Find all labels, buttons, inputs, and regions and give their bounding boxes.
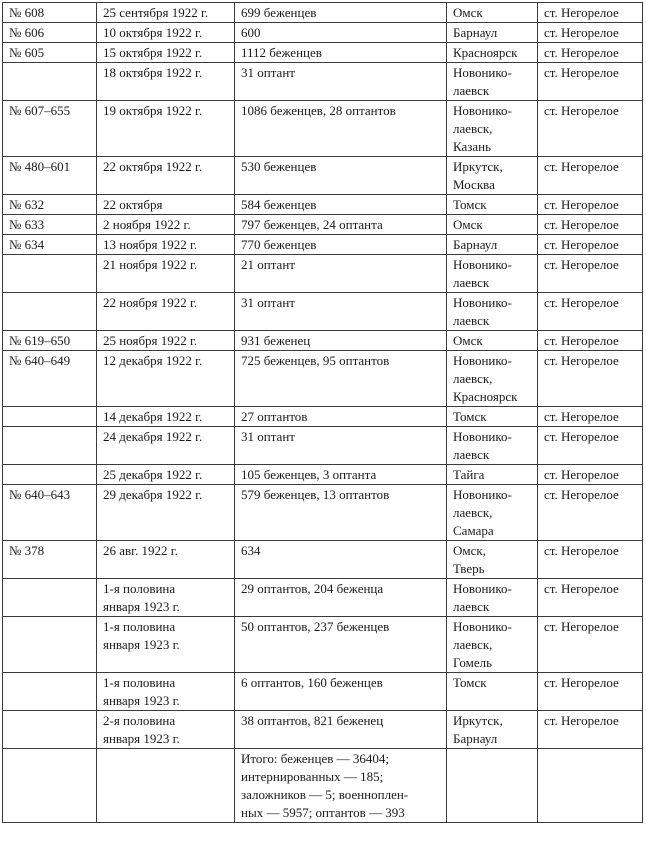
cell-date: 2-я половина января 1923 г. bbox=[97, 711, 235, 749]
cell-station: ст. Негорелое bbox=[538, 485, 643, 541]
cell-echelon-number: № 608 bbox=[3, 3, 97, 23]
cell-destination: Новонико- лаевск bbox=[447, 427, 538, 465]
cell-people: 530 беженцев bbox=[235, 157, 447, 195]
cell-people: 105 беженцев, 3 оптанта bbox=[235, 465, 447, 485]
cell-date: 22 октября 1922 г. bbox=[97, 157, 235, 195]
cell-station: ст. Негорелое bbox=[538, 711, 643, 749]
cell-people: 29 оптантов, 204 беженца bbox=[235, 579, 447, 617]
cell-destination: Барнаул bbox=[447, 235, 538, 255]
cell-echelon-number bbox=[3, 749, 97, 823]
cell-station: ст. Негорелое bbox=[538, 63, 643, 101]
cell-date: 24 декабря 1922 г. bbox=[97, 427, 235, 465]
cell-station: ст. Негорелое bbox=[538, 195, 643, 215]
cell-echelon-number bbox=[3, 293, 97, 331]
cell-echelon-number bbox=[3, 711, 97, 749]
cell-echelon-number: № 605 bbox=[3, 43, 97, 63]
cell-destination: Томск bbox=[447, 673, 538, 711]
cell-station bbox=[538, 749, 643, 823]
table-row bbox=[3, 3, 643, 23]
cell-station: ст. Негорелое bbox=[538, 43, 643, 63]
cell-destination: Омск bbox=[447, 331, 538, 351]
cell-destination: Омск, Тверь bbox=[447, 541, 538, 579]
cell-people: 584 беженцев bbox=[235, 195, 447, 215]
table-row bbox=[3, 541, 643, 579]
cell-destination: Иркутск, Москва bbox=[447, 157, 538, 195]
cell-date: 12 декабря 1922 г. bbox=[97, 351, 235, 407]
cell-destination bbox=[447, 749, 538, 823]
cell-station: ст. Негорелое bbox=[538, 465, 643, 485]
cell-people: 725 беженцев, 95 оптантов bbox=[235, 351, 447, 407]
table-row bbox=[3, 617, 643, 673]
cell-date: 22 октября bbox=[97, 195, 235, 215]
cell-date: 18 октября 1922 г. bbox=[97, 63, 235, 101]
cell-people: 50 оптантов, 237 беженцев bbox=[235, 617, 447, 673]
cell-people: 31 оптант bbox=[235, 427, 447, 465]
table-row bbox=[3, 235, 643, 255]
cell-people: 1112 беженцев bbox=[235, 43, 447, 63]
cell-people: 579 беженцев, 13 оптантов bbox=[235, 485, 447, 541]
cell-date: 29 декабря 1922 г. bbox=[97, 485, 235, 541]
cell-date: 21 ноября 1922 г. bbox=[97, 255, 235, 293]
cell-date: 22 ноября 1922 г. bbox=[97, 293, 235, 331]
cell-destination: Тайга bbox=[447, 465, 538, 485]
cell-station: ст. Негорелое bbox=[538, 157, 643, 195]
cell-echelon-number: № 640–643 bbox=[3, 485, 97, 541]
cell-date: 14 декабря 1922 г. bbox=[97, 407, 235, 427]
cell-echelon-number: № 632 bbox=[3, 195, 97, 215]
table-row bbox=[3, 255, 643, 293]
cell-echelon-number: № 619–650 bbox=[3, 331, 97, 351]
cell-date: 15 октября 1922 г. bbox=[97, 43, 235, 63]
cell-echelon-number bbox=[3, 407, 97, 427]
table-row bbox=[3, 579, 643, 617]
cell-people: 38 оптантов, 821 беженец bbox=[235, 711, 447, 749]
cell-station: ст. Негорелое bbox=[538, 617, 643, 673]
cell-echelon-number bbox=[3, 673, 97, 711]
cell-people: 931 беженец bbox=[235, 331, 447, 351]
cell-date: 13 ноября 1922 г. bbox=[97, 235, 235, 255]
cell-destination: Новонико- лаевск, Казань bbox=[447, 101, 538, 157]
cell-echelon-number bbox=[3, 427, 97, 465]
cell-date: 19 октября 1922 г. bbox=[97, 101, 235, 157]
cell-date: 25 сентября 1922 г. bbox=[97, 3, 235, 23]
cell-date bbox=[97, 749, 235, 823]
cell-echelon-number bbox=[3, 255, 97, 293]
cell-destination: Новонико- лаевск, Гомель bbox=[447, 617, 538, 673]
table-row bbox=[3, 293, 643, 331]
cell-station: ст. Негорелое bbox=[538, 215, 643, 235]
cell-station: ст. Негорелое bbox=[538, 293, 643, 331]
table-row bbox=[3, 749, 643, 823]
table-body bbox=[3, 3, 643, 823]
cell-station: ст. Негорелое bbox=[538, 235, 643, 255]
cell-destination: Омск bbox=[447, 215, 538, 235]
cell-people: 1086 беженцев, 28 оптантов bbox=[235, 101, 447, 157]
table-row bbox=[3, 331, 643, 351]
table-row bbox=[3, 195, 643, 215]
table-row bbox=[3, 351, 643, 407]
cell-echelon-number bbox=[3, 617, 97, 673]
table-row bbox=[3, 43, 643, 63]
cell-station: ст. Негорелое bbox=[538, 407, 643, 427]
table-row bbox=[3, 427, 643, 465]
cell-station: ст. Негорелое bbox=[538, 427, 643, 465]
cell-echelon-number bbox=[3, 465, 97, 485]
cell-station: ст. Негорелое bbox=[538, 579, 643, 617]
cell-people: 699 беженцев bbox=[235, 3, 447, 23]
cell-destination: Красноярск bbox=[447, 43, 538, 63]
cell-people: 6 оптантов, 160 беженцев bbox=[235, 673, 447, 711]
cell-people: 600 bbox=[235, 23, 447, 43]
cell-people: 770 беженцев bbox=[235, 235, 447, 255]
cell-echelon-number: № 633 bbox=[3, 215, 97, 235]
cell-destination: Новонико- лаевск bbox=[447, 255, 538, 293]
cell-date: 1-я половина января 1923 г. bbox=[97, 673, 235, 711]
cell-echelon-number: № 606 bbox=[3, 23, 97, 43]
table-row bbox=[3, 157, 643, 195]
cell-destination: Новонико- лаевск, Красноярск bbox=[447, 351, 538, 407]
cell-people: 27 оптантов bbox=[235, 407, 447, 427]
cell-date: 1-я половина января 1923 г. bbox=[97, 617, 235, 673]
cell-destination: Томск bbox=[447, 407, 538, 427]
cell-echelon-number bbox=[3, 579, 97, 617]
cell-people: Итого: беженцев — 36404; интернированных — 185; заложников — 5; военноплен- ных — 5957; оптантов — 393 bbox=[235, 749, 447, 823]
table-row bbox=[3, 23, 643, 43]
table-row bbox=[3, 63, 643, 101]
cell-date: 26 авг. 1922 г. bbox=[97, 541, 235, 579]
cell-people: 21 оптант bbox=[235, 255, 447, 293]
table-row bbox=[3, 407, 643, 427]
cell-station: ст. Негорелое bbox=[538, 3, 643, 23]
cell-station: ст. Негорелое bbox=[538, 23, 643, 43]
cell-station: ст. Негорелое bbox=[538, 101, 643, 157]
cell-echelon-number: № 634 bbox=[3, 235, 97, 255]
cell-station: ст. Негорелое bbox=[538, 351, 643, 407]
cell-destination: Новонико- лаевск bbox=[447, 63, 538, 101]
cell-people: 31 оптант bbox=[235, 63, 447, 101]
table-row bbox=[3, 673, 643, 711]
table-row bbox=[3, 215, 643, 235]
cell-station: ст. Негорелое bbox=[538, 255, 643, 293]
cell-destination: Новонико- лаевск, Самара bbox=[447, 485, 538, 541]
cell-destination: Барнаул bbox=[447, 23, 538, 43]
cell-date: 1-я половина января 1923 г. bbox=[97, 579, 235, 617]
cell-destination: Новонико- лаевск bbox=[447, 293, 538, 331]
cell-date: 10 октября 1922 г. bbox=[97, 23, 235, 43]
cell-date: 25 ноября 1922 г. bbox=[97, 331, 235, 351]
cell-people: 634 bbox=[235, 541, 447, 579]
cell-station: ст. Негорелое bbox=[538, 331, 643, 351]
table-row bbox=[3, 485, 643, 541]
cell-destination: Новонико- лаевск bbox=[447, 579, 538, 617]
cell-people: 31 оптант bbox=[235, 293, 447, 331]
cell-people: 797 беженцев, 24 оптанта bbox=[235, 215, 447, 235]
cell-echelon-number: № 640–649 bbox=[3, 351, 97, 407]
cell-echelon-number: № 480–601 bbox=[3, 157, 97, 195]
cell-echelon-number: № 607–655 bbox=[3, 101, 97, 157]
transport-table bbox=[2, 2, 643, 823]
cell-destination: Томск bbox=[447, 195, 538, 215]
cell-station: ст. Негорелое bbox=[538, 673, 643, 711]
cell-destination: Иркутск, Барнаул bbox=[447, 711, 538, 749]
table-row bbox=[3, 465, 643, 485]
cell-station: ст. Негорелое bbox=[538, 541, 643, 579]
cell-destination: Омск bbox=[447, 3, 538, 23]
table-row bbox=[3, 101, 643, 157]
cell-date: 25 декабря 1922 г. bbox=[97, 465, 235, 485]
cell-date: 2 ноября 1922 г. bbox=[97, 215, 235, 235]
table-row bbox=[3, 711, 643, 749]
cell-echelon-number bbox=[3, 63, 97, 101]
cell-echelon-number: № 378 bbox=[3, 541, 97, 579]
